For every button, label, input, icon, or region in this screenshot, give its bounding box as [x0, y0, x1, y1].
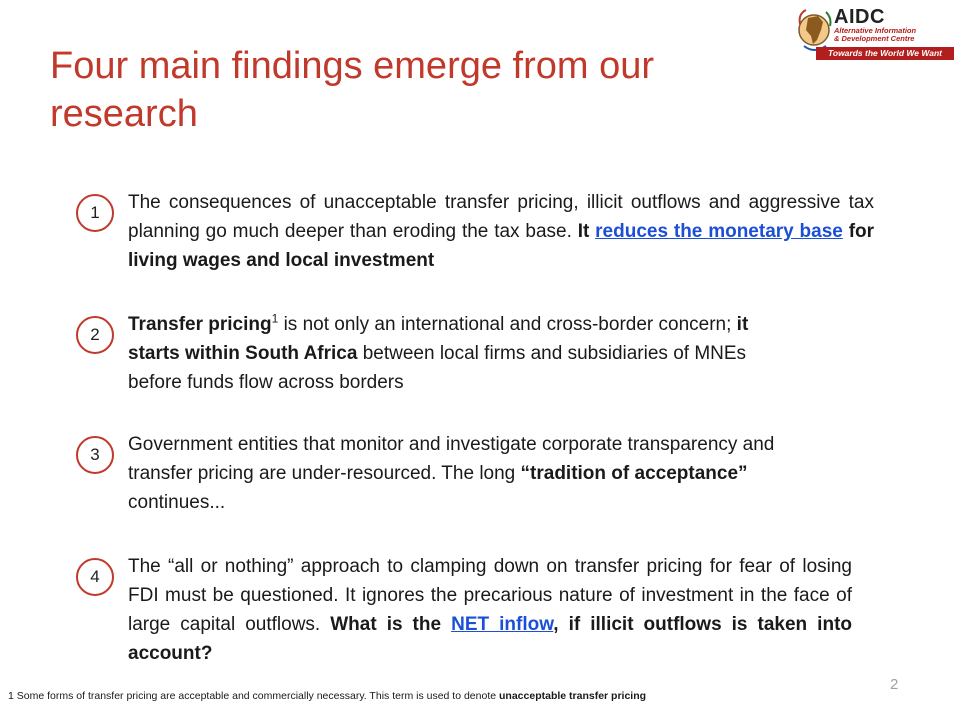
finding-text	[128, 430, 818, 517]
logo-subtitle-line2: & Development Centre	[834, 34, 915, 43]
finding-number-badge: 3	[76, 436, 114, 474]
finding-number-badge: 4	[76, 558, 114, 596]
logo-subtitle	[834, 27, 916, 43]
finding-text-emphasis: Transfer pricing	[128, 314, 272, 335]
footnote-emphasis: unacceptable transfer pricing	[499, 690, 647, 702]
finding-text-emphasis: What is the	[330, 614, 442, 635]
finding-text-body	[128, 552, 852, 668]
finding-text	[128, 188, 874, 275]
finding-text	[128, 310, 778, 397]
logo-subtitle-line1: Alternative Information	[834, 26, 917, 35]
finding-number-badge: 1	[76, 194, 114, 232]
finding-number-badge: 2	[76, 316, 114, 354]
footnote	[8, 690, 868, 702]
monetary-base-link[interactable]: reduces the monetary base	[595, 221, 843, 242]
net-inflow-link[interactable]: NET inflow	[451, 614, 554, 635]
footnote-text: 1 Some forms of transfer pricing are acceptable and commercially necessary. This term is used to denote	[8, 690, 497, 702]
logo-tagline: Towards the World We Want	[816, 47, 954, 60]
finding-text	[128, 552, 852, 668]
finding-text-part: is not only an international and cross-border concern;	[283, 314, 732, 335]
finding-text-part: Government entities that monitor and investigate corporate transparency and transfer pricing are under-resourced. The long	[128, 434, 775, 484]
finding-text-part: The consequences of unacceptable transfer pricing, illicit outflows and aggressive tax planning go much deeper than eroding the tax base.	[128, 192, 874, 242]
footnote-marker: 1	[271, 311, 279, 326]
finding-text-part: between local firms and subsidiaries of MNEs before funds flow across borders	[128, 343, 747, 393]
logo-name: AIDC	[834, 6, 885, 28]
finding-text-part: continues...	[128, 492, 226, 513]
finding-text-part: The “all or nothing” approach to clamping down on transfer pricing for fear of losing FDI must be questioned. It ignores the precarious nature of investment in the face of large capital outflows.	[128, 556, 852, 635]
finding-text-body	[128, 188, 874, 275]
page-number: 2	[890, 676, 899, 693]
aidc-logo	[796, 4, 956, 66]
finding-text-emphasis: , if illicit outflows is taken into account?	[128, 614, 853, 664]
finding-text-emphasis: it starts within South Africa	[128, 314, 749, 364]
finding-text-emphasis: It	[577, 221, 590, 242]
slide-title: Four main findings emerge from our research	[50, 45, 655, 135]
finding-text-emphasis: “tradition of acceptance”	[520, 463, 748, 484]
finding-text-emphasis: for living wages and local investment	[128, 221, 875, 271]
